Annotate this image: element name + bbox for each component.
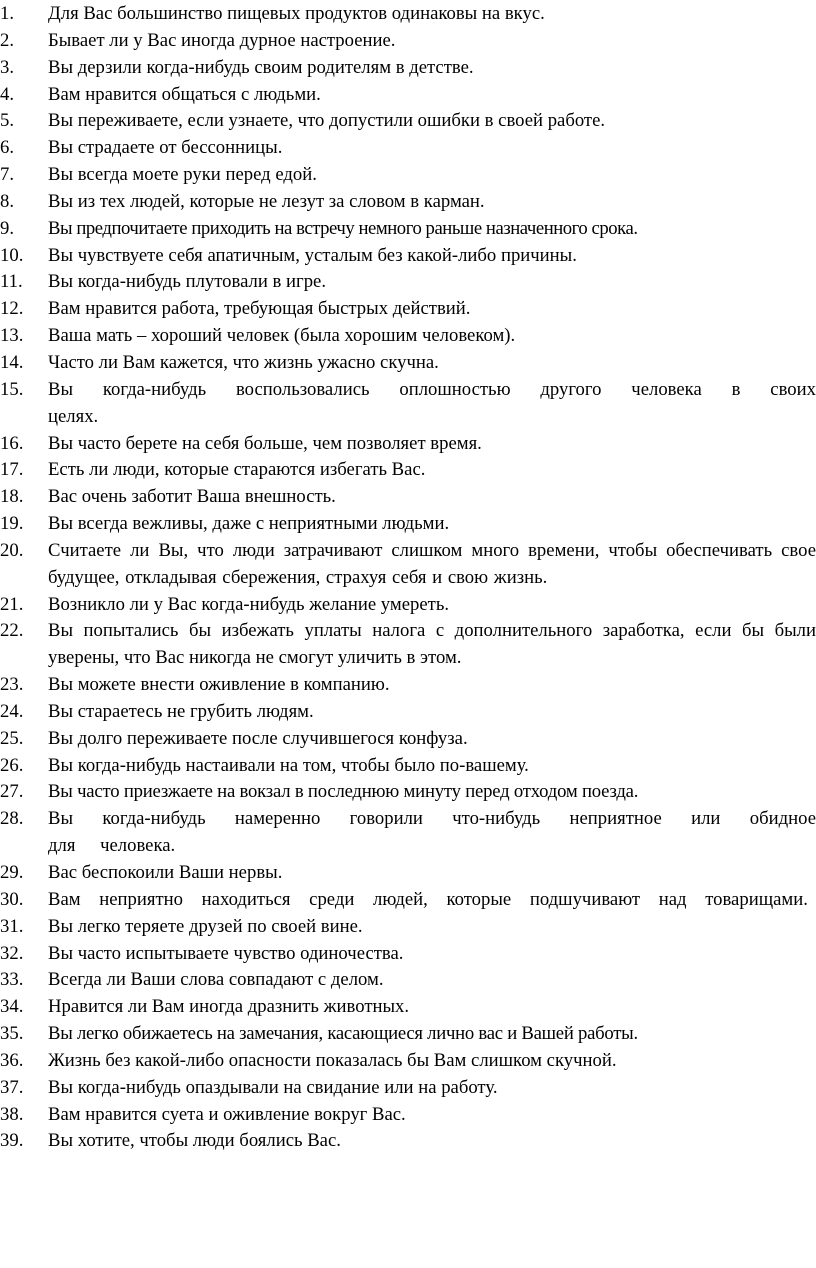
item-number: 9. (0, 217, 15, 239)
item-text: Есть ли люди, которые стараются избегать Вас. (48, 459, 426, 481)
list-item (0, 914, 816, 941)
list-item (0, 1021, 816, 1048)
list-item (0, 28, 816, 55)
list-item (0, 779, 816, 806)
item-text: Вы из тех людей, которые не лезут за словом в карман. (48, 190, 485, 212)
list-item (0, 269, 816, 296)
item-text: Вы предпочитаете приходить на встречу немного раньше назначенного срока. (48, 217, 638, 239)
item-number: 11. (0, 271, 23, 293)
item-text: Вы часто приезжаете на вокзал в последнюю минуту перед отходом поезда. (48, 781, 639, 803)
list-item (0, 511, 816, 538)
item-number: 28. (0, 808, 24, 830)
list-item (0, 672, 816, 699)
item-text: Вы долго переживаете после случившегося конфуза. (48, 727, 468, 749)
item-text: Бывает ли у Вас иногда дурное настроение. (48, 29, 396, 51)
item-text: Вы всегда вежливы, даже с неприятными людьми. (48, 513, 450, 535)
list-item (0, 1075, 816, 1102)
item-text: Вы стараетесь не грубить людям. (48, 700, 314, 722)
item-text: Вы часто берете на себя больше, чем позволяет время. (48, 432, 482, 454)
item-number: 23. (0, 674, 24, 696)
list-item (0, 967, 816, 994)
list-item (0, 1128, 816, 1155)
item-text: Часто ли Вам кажется, что жизнь ужасно скучна. (48, 351, 439, 373)
list-item (0, 994, 816, 1021)
item-text: Вы легко обижаетесь на замечания, касающиеся лично вас и Вашей работы. (48, 1023, 638, 1045)
list-item (0, 350, 816, 377)
list-item (0, 296, 816, 323)
item-number: 29. (0, 862, 24, 883)
item-number: 14. (0, 351, 24, 373)
item-number: 35. (0, 1023, 24, 1045)
item-number: 7. (0, 164, 15, 186)
item-text: Вы страдаете от бессонницы. (48, 137, 283, 159)
list-item (0, 216, 816, 243)
item-text: Вы часто испытываете чувство одиночества. (48, 942, 404, 964)
item-number: 13. (0, 325, 24, 347)
list-item (0, 538, 816, 592)
item-number: 32. (0, 942, 24, 964)
item-number: 16. (0, 432, 24, 454)
list-item (0, 135, 816, 162)
item-text: Для Вас большинство пищевых продуктов одинаковы на вкус. (48, 3, 545, 24)
item-text: Вы дерзили когда-нибудь своим родителям в детстве. (48, 56, 474, 78)
item-number: 39. (0, 1130, 24, 1152)
question-list (0, 1, 816, 1155)
item-text: Вам нравится суета и оживление вокруг Вас. (48, 1103, 406, 1125)
item-text: Вы легко теряете друзей по своей вине. (48, 915, 363, 937)
item-number: 26. (0, 754, 24, 776)
list-item (0, 592, 816, 619)
list-item (0, 323, 816, 350)
item-text: Вы чувствуете себя апатичным, усталым без какой-либо причины. (48, 244, 577, 266)
list-item (0, 753, 816, 780)
list-item (0, 243, 816, 270)
item-text: Вам неприятно находиться среди людей, которые подшучивают над товарищами. (48, 888, 808, 910)
list-item (0, 887, 816, 914)
item-text: Вы когда-нибудь плутовали в игре. (48, 271, 327, 293)
item-number: 30. (0, 888, 24, 910)
item-number: 36. (0, 1049, 24, 1071)
list-item (0, 162, 816, 189)
item-text: Вы когда-нибудь настаивали на том, чтобы было по-вашему. (48, 754, 529, 776)
item-text: Считаете ли Вы, что люди затрачивают слишком много времени, чтобы обеспечивать свое будущее, откладывая сбережения, страхуя себя и свою жизнь. (48, 539, 816, 588)
list-item (0, 108, 816, 135)
item-number: 2. (0, 29, 15, 51)
list-item (0, 457, 816, 484)
item-number: 37. (0, 1076, 24, 1098)
item-number: 38. (0, 1103, 24, 1125)
item-number: 15. (0, 378, 24, 400)
item-number: 18. (0, 486, 24, 508)
item-text: Ваша мать – хороший человек (была хорошим человеком). (48, 325, 516, 347)
item-number: 12. (0, 298, 24, 320)
list-item (0, 699, 816, 726)
item-number: 34. (0, 996, 24, 1018)
item-text: Всегда ли Ваши слова совпадают с делом. (48, 969, 384, 991)
item-text: Вы когда-нибудь опаздывали на свидание или на работу. (48, 1076, 498, 1098)
item-number: 33. (0, 969, 24, 991)
item-text: Нравится ли Вам иногда дразнить животных. (48, 996, 410, 1018)
list-item (0, 189, 816, 216)
list-item (0, 431, 816, 458)
item-text: Вы переживаете, если узнаете, что допустили ошибки в своей работе. (48, 110, 606, 132)
item-number: 20. (0, 539, 24, 561)
list-item (0, 1102, 816, 1129)
item-number: 17. (0, 459, 24, 481)
list-item (0, 860, 816, 887)
item-text: Жизнь без какой-либо опасности показалась бы Вам слишком скучной. (48, 1049, 617, 1071)
item-text: Вы хотите, чтобы люди боялись Вас. (48, 1130, 341, 1152)
item-number: 31. (0, 915, 24, 937)
item-text: Вы попытались бы избежать уплаты налога с дополнительного заработка, если бы были уверены, что Вас никогда не смогут уличить в этом. (48, 620, 816, 669)
list-item (0, 484, 816, 511)
item-text: Вам нравится работа, требующая быстрых действий. (48, 298, 471, 320)
list-item (0, 1048, 816, 1075)
item-text: Вы можете внести оживление в компанию. (48, 674, 390, 696)
list-item (0, 55, 816, 82)
item-text: Вам нравится общаться с людьми. (48, 83, 321, 105)
list-item (0, 806, 816, 860)
list-item (0, 377, 816, 431)
item-text: Возникло ли у Вас когда-нибудь желание умереть. (48, 593, 450, 615)
list-item (0, 726, 816, 753)
item-number: 6. (0, 137, 15, 159)
item-number: 19. (0, 513, 24, 535)
item-text: Вы когда-нибудь намеренно говорили что-нибудь неприятное или обидное для человека. (48, 808, 816, 857)
item-number: 4. (0, 83, 15, 105)
item-number: 22. (0, 620, 24, 642)
item-text: Вас очень заботит Ваша внешность. (48, 486, 336, 508)
item-number: 25. (0, 727, 24, 749)
list-item (0, 941, 816, 968)
list-item (0, 618, 816, 672)
item-text: Вы когда-нибудь воспользовались оплошностью другого человека в своих целях. (48, 378, 816, 427)
item-number: 10. (0, 244, 24, 266)
item-number: 1. (0, 3, 15, 24)
item-number: 8. (0, 190, 15, 212)
item-number: 27. (0, 781, 24, 803)
item-text: Вы всегда моете руки перед едой. (48, 164, 317, 186)
item-text: Вас беспокоили Ваши нервы. (48, 862, 283, 883)
list-item (0, 82, 816, 109)
item-number: 21. (0, 593, 24, 615)
item-number: 5. (0, 110, 15, 132)
item-number: 24. (0, 700, 24, 722)
item-number: 3. (0, 56, 15, 78)
list-item (0, 1, 816, 28)
